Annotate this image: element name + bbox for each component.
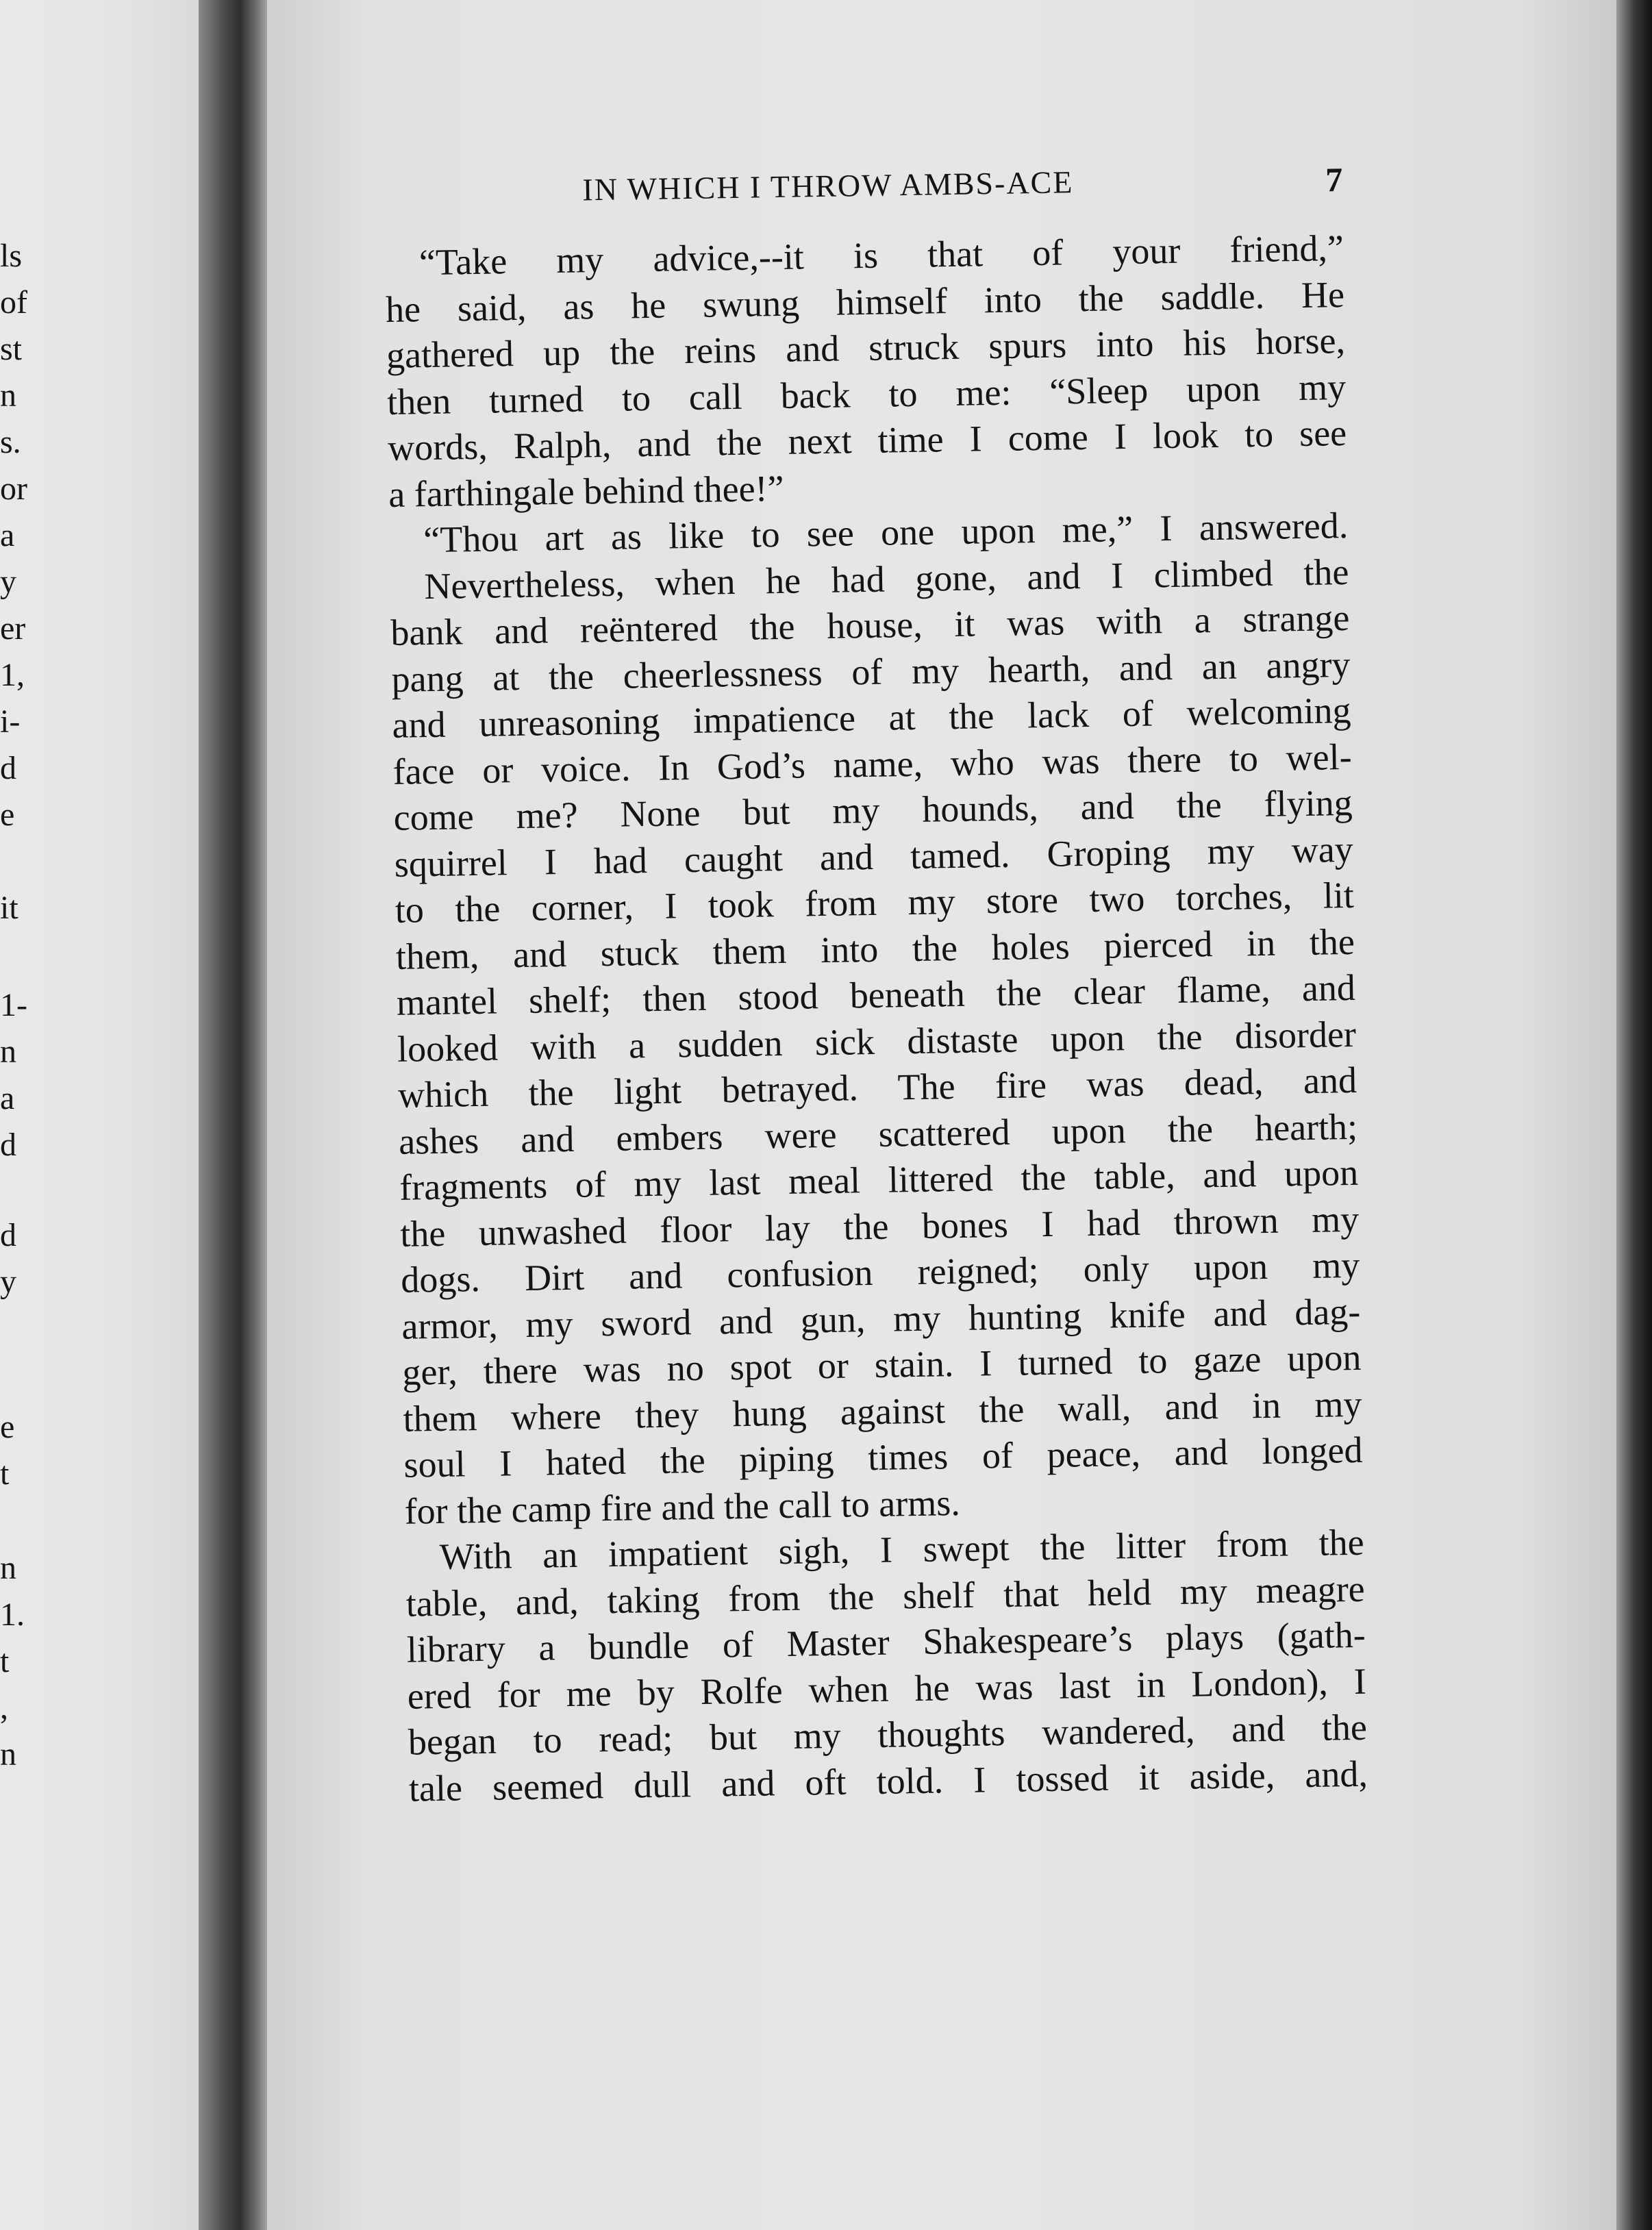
left-page-fragment: t (0, 1455, 10, 1492)
text-line: the unwashed floor lay the bones I had thrown my (399, 1198, 1360, 1255)
left-page-fragment: n (0, 1550, 16, 1586)
text-line: With an impatient sigh, I swept the litter from the (439, 1521, 1365, 1577)
left-page-fragment: er (0, 610, 26, 647)
left-page-fragment: 1- (0, 987, 27, 1023)
body-text (385, 225, 1368, 1812)
left-page-fragment: y (0, 1264, 16, 1300)
text-line: table, and, taking from the shelf that held my meagre (405, 1568, 1366, 1625)
left-page-fragment: or (0, 471, 27, 507)
text-line: for the camp fire and the call to arms. (404, 1481, 961, 1532)
text-line: which the light betrayed. The fire was dead, and (397, 1059, 1357, 1116)
text-line: fragments of my last meal littered the table, and upon (399, 1151, 1359, 1208)
left-page-fragment: of (0, 284, 27, 321)
text-line: looked with a sudden sick distaste upon the disorder (397, 1013, 1357, 1070)
left-page-fragment: n (0, 1033, 16, 1070)
text-line: to the corner, I took from my store two torches, lit (395, 874, 1355, 931)
left-page-fragment: 1, (0, 657, 25, 693)
text-line: “Thou art as like to see one upon me,” I answered. (423, 504, 1349, 561)
left-page-fragment: y (0, 564, 16, 600)
left-page-fragment: , (0, 1690, 8, 1726)
left-page-fragment: st (0, 331, 23, 367)
page-text-block (384, 160, 1368, 1812)
left-page-fragment: a (0, 1080, 15, 1116)
left-page-fragment: e (0, 797, 15, 833)
left-page-fragment: d (0, 1217, 16, 1253)
text-line: Nevertheless, when he had gone, and I climbed the (423, 551, 1349, 607)
text-line: began to read; but my thoughts wandered, and the (408, 1706, 1368, 1763)
left-page-fragment: i- (0, 703, 21, 740)
left-page-fragment: a (0, 517, 15, 553)
left-page-fragment: e (0, 1409, 15, 1445)
text-line: library a bundle of Master Shakespeare’s plays (gath- (406, 1614, 1366, 1670)
text-line: soul I hated the piping times of peace, and longed (403, 1429, 1363, 1486)
text-line: them where they hung against the wall, and in my (403, 1383, 1362, 1440)
left-page-fragment: n (0, 377, 16, 414)
left-page-fragment: d (0, 1127, 16, 1163)
left-page-fragment: d (0, 750, 16, 786)
text-line: “Take my advice,--it is that of your friend,” (418, 227, 1344, 284)
left-page-fragment: t (0, 1643, 10, 1679)
text-line: he said, as he swung himself into the saddle. He (385, 273, 1345, 330)
text-line: ashes and embers were scattered upon the hearth; (398, 1105, 1358, 1162)
text-line: and unreasoning impatience at the lack of welcoming (392, 689, 1351, 746)
text-line: a farthingale behind thee!” (388, 467, 784, 515)
text-line: gathered up the reins and struck spurs into his horse, (386, 319, 1346, 376)
text-line: come me? None but my hounds, and the flying (393, 781, 1353, 838)
left-page-fragment: n (0, 1736, 16, 1772)
text-line: squirrel I had caught and tamed. Groping my way (394, 828, 1354, 885)
binding-gutter (199, 0, 274, 2230)
text-line: mantel shelf; then stood beneath the clear flame, and (396, 966, 1356, 1023)
page-edge-shadow (1616, 0, 1652, 2230)
text-line: dogs. Dirt and confusion reigned; only upon my (400, 1244, 1360, 1301)
text-line: words, Ralph, and the next time I come I look to see (387, 412, 1347, 468)
left-page-text-fragments (0, 0, 205, 2230)
running-head-title: IN WHICH I THROW AMBS-ACE (581, 164, 1074, 208)
left-page-fragment: it (0, 890, 18, 926)
page-number: 7 (1325, 160, 1343, 199)
text-line: tale seemed dull and oft told. I tossed it aside, and, (408, 1753, 1368, 1809)
text-line: then turned to call back to me: “Sleep upon my (386, 366, 1347, 423)
text-line: bank and reëntered the house, it was with a strange (390, 597, 1350, 653)
left-page-fragment: s. (0, 424, 21, 460)
left-page-fragment: ls (0, 238, 23, 274)
text-line: ered for me by Rolfe when he was last in London), I (407, 1660, 1367, 1717)
text-line: armor, my sword and gun, my hunting knife and dag- (401, 1290, 1361, 1347)
left-page-fragment: 1. (0, 1596, 25, 1633)
text-line: pang at the cheerlessness of my hearth, and an angry (391, 643, 1351, 700)
text-line: ger, there was no spot or stain. I turned to gaze upon (402, 1336, 1362, 1393)
text-line: face or voice. In God’s name, who was there to wel- (392, 736, 1352, 792)
text-line: them, and stuck them into the holes pierced in the (395, 920, 1355, 977)
